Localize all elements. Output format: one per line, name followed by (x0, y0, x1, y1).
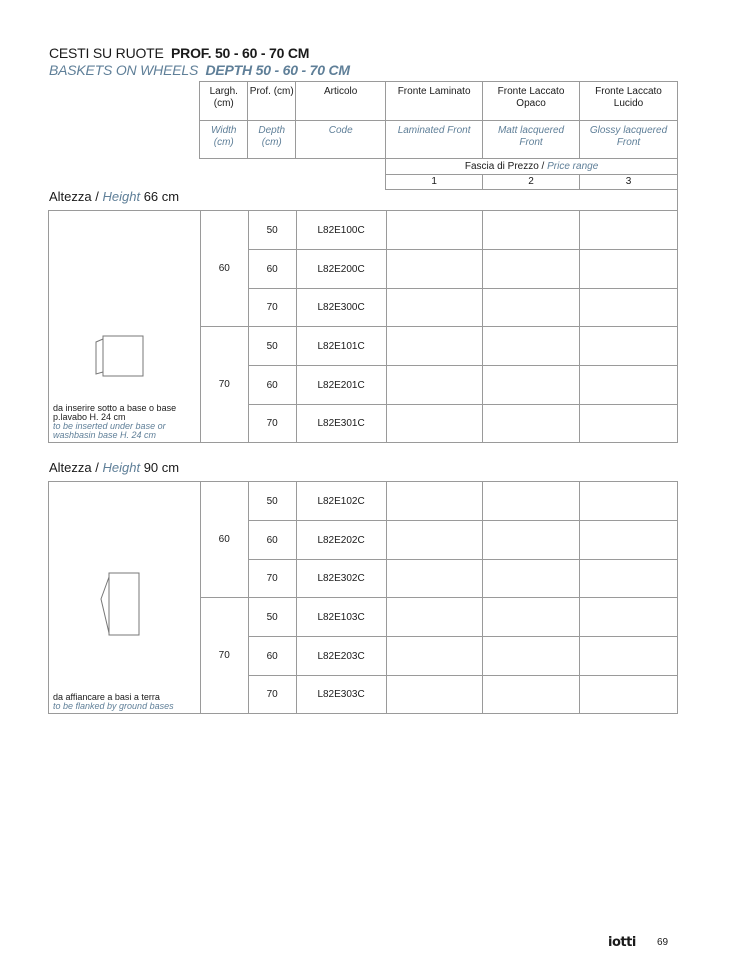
code-cell: L82E203C (296, 637, 386, 676)
section-heading-90: Altezza / Height 90 cm (49, 460, 180, 475)
header-glossy-en: Glossy lacquered Front (580, 121, 678, 159)
code-cell: L82E300C (296, 289, 386, 327)
table-row: 70 L82E302C (49, 560, 678, 598)
table-row: 60 L82E203C (49, 637, 678, 676)
page-title-it: CESTI SU RUOTE PROF. 50 - 60 - 70 CM (49, 45, 310, 61)
product-image (53, 493, 196, 693)
code-cell: L82E100C (296, 211, 386, 250)
price-range-3: 3 (580, 175, 678, 190)
brand-logo: iotti (608, 935, 636, 950)
width-cell: 70 (200, 327, 248, 443)
header-code-en: Code (296, 121, 386, 159)
code-cell: L82E302C (296, 560, 386, 598)
price-range-1: 1 (386, 175, 483, 190)
table-row: 70 50 L82E103C (49, 598, 678, 637)
table-row: 70 50 L82E101C (49, 327, 678, 366)
table-row: da inserire sotto a base o base p.lavabo H. 24 cm to be inserted under base or washbasin base H. 24 cm 60 50 L82E100C (49, 211, 678, 250)
page-number: 69 (657, 937, 669, 948)
price-range-2: 2 (483, 175, 580, 190)
table-row: 70 L82E301C (49, 405, 678, 443)
width-cell: 60 (200, 211, 248, 327)
product-cell (49, 482, 201, 714)
product-image (53, 234, 196, 404)
header-depth-en: Depth (cm) (248, 121, 296, 159)
note-en: to be inserted under base or washbasin base H. 24 cm (53, 421, 166, 440)
header-matt: Fronte Laccato Opaco (483, 82, 580, 121)
header-depth: Prof. (cm) (248, 82, 296, 121)
width-cell: 70 (200, 598, 248, 714)
table-row: da affiancare a basi a terra to be flanked by ground bases 60 50 L82E102C (49, 482, 678, 521)
header-table (48, 81, 678, 190)
page-title-en: BASKETS ON WHEELS DEPTH 50 - 60 - 70 CM (49, 62, 350, 78)
table-row: 60 L82E201C (49, 366, 678, 405)
header-code: Articolo (296, 82, 386, 121)
code-cell: L82E303C (296, 676, 386, 714)
header-laminated-en: Laminated Front (386, 121, 483, 159)
basket-low-icon (91, 334, 151, 384)
header-matt-en: Matt lacquered Front (483, 121, 580, 159)
header-laminated: Fronte Laminato (386, 82, 483, 121)
table-row: 70 L82E300C (49, 289, 678, 327)
note-it: da inserire sotto a base o base p.lavabo H. 24 cm (53, 403, 177, 422)
code-cell: L82E301C (296, 405, 386, 443)
product-cell (49, 211, 201, 443)
header-width-en: Width (cm) (200, 121, 248, 159)
table-row: 60 L82E202C (49, 521, 678, 560)
header-glossy: Fronte Laccato Lucido (580, 82, 678, 121)
basket-tall-icon (97, 569, 157, 639)
code-cell: L82E102C (296, 482, 386, 521)
divider (677, 190, 678, 210)
section-heading-66: Altezza / Height 66 cm (49, 189, 180, 204)
price-range-label: Fascia di Prezzo / Price range (386, 159, 678, 175)
code-cell: L82E200C (296, 250, 386, 289)
table-height-90 (48, 481, 678, 714)
code-cell: L82E101C (296, 327, 386, 366)
table-height-66 (48, 210, 678, 443)
code-cell: L82E201C (296, 366, 386, 405)
table-row: 60 L82E200C (49, 250, 678, 289)
code-cell: L82E202C (296, 521, 386, 560)
note-it: da affiancare a basi a terra (53, 692, 160, 702)
width-cell: 60 (200, 482, 248, 598)
note-en: to be flanked by ground bases (53, 701, 174, 711)
header-width: Largh. (cm) (200, 82, 248, 121)
table-row: 70 L82E303C (49, 676, 678, 714)
code-cell: L82E103C (296, 598, 386, 637)
